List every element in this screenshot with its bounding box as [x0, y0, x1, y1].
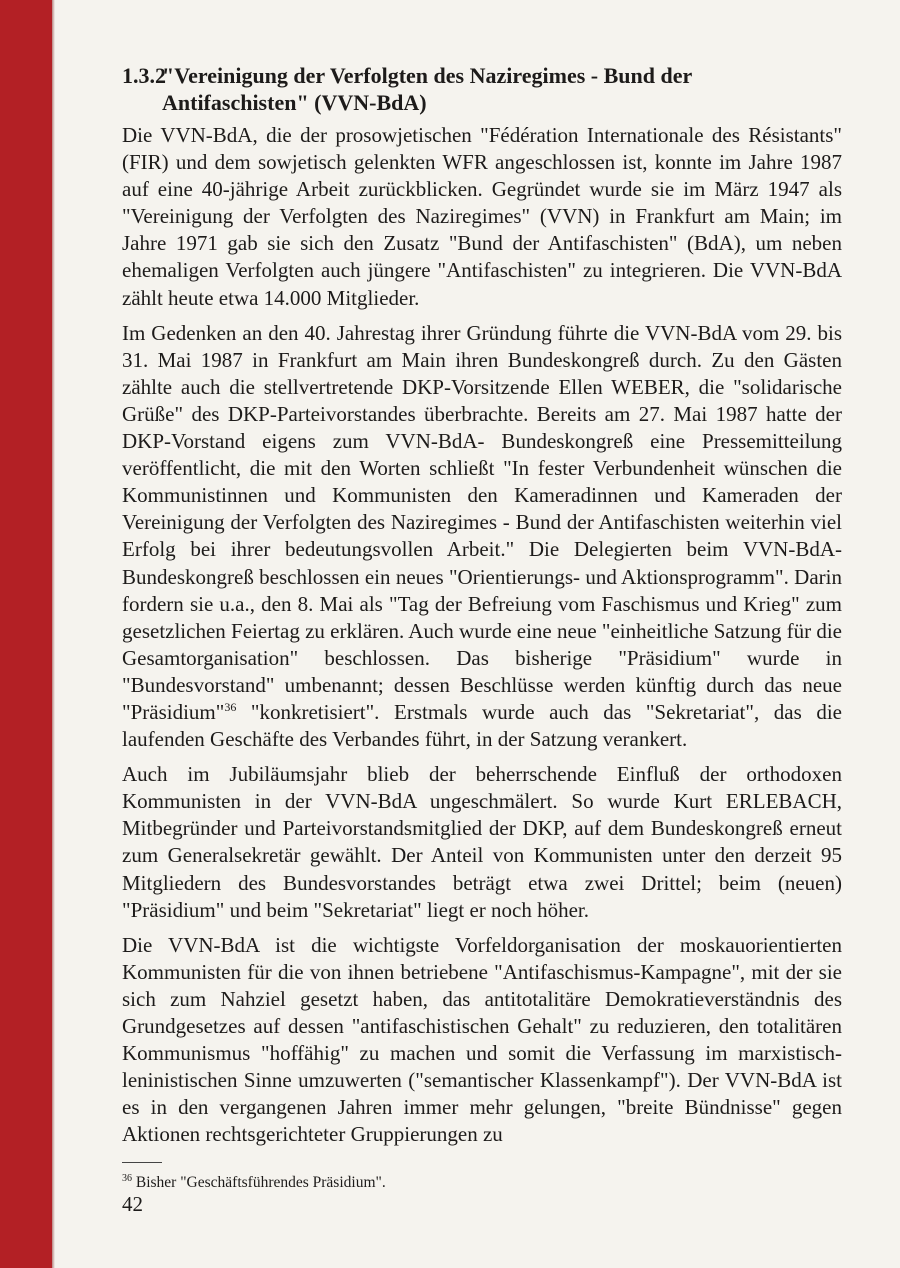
paragraph-2-tail: "konkretisiert". Erstmals wurde auch das "Sekretariat", das die laufenden Geschäfte des Verbandes führt, in der Satzung verankert.: [122, 699, 842, 752]
section-heading: [122, 62, 842, 116]
footnote-marker: 36: [122, 1173, 132, 1185]
paragraph-4: Die VVN-BdA ist die wichtigste Vorfeldorganisation der moskauorientierten Kommunisten für die von ihnen betriebene "Antifaschismus-Kampagne", mit der sie sich zum Nahziel gesetzt haben, das antitotalitäre Demokratieverständnis des Grundgesetzes auf dessen "antifaschistischen Gehalt" zu reduzieren, den totalitären Kommunismus "hoffähig" zu machen und somit die Verfassung im marxistisch-leninistischen Sinne umzuwerten ("semantischer Klassenkampf"). Der VVN-BdA ist es in den vergangenen Jahren immer mehr gelungen, "breite Bündnisse" gegen Aktionen rechtsgerichteter Gruppierungen zu: [122, 932, 842, 1147]
section-title: "Vereinigung der Verfolgten des Naziregimes - Bund der Antifaschisten" (VVN-BdA): [162, 63, 692, 115]
page-body: [122, 62, 842, 1193]
red-margin-strip: [0, 0, 52, 1268]
page-number: 42: [122, 1192, 143, 1216]
paragraph-2: [122, 320, 842, 754]
paragraph-1: Die VVN-BdA, die der prosowjetischen "Fédération Internationale des Résistants" (FIR) und dem sowjetisch gelenkten WFR angeschlossen ist, konnte im Jahre 1987 auf eine 40-jährige Arbeit zurückblicken. Gegründet wurde sie im März 1947 als "Vereinigung der Verfolgten des Naziregimes" (VVN) in Frankfurt am Main; im Jahre 1971 gab sie sich den Zusatz "Bund der Antifaschisten" (BdA), um neben ehemaligen Verfolgten auch jüngere "Antifaschisten" zu integrieren. Die VVN-BdA zählt heute etwa 14.000 Mitglieder.: [122, 123, 842, 310]
paragraph-2-main: Im Gedenken an den 40. Jahrestag ihrer Gründung führte die VVN-BdA vom 29. bis 31. Mai 1987 in Frankfurt am Main ihren Bundeskongreß durch. Zu den Gästen zählte auch die stellvertretende DKP-Vorsitzende Ellen WEBER, die "solidarische Grüße" des DKP-Parteivorstandes überbrachte. Bereits am 27. Mai 1987 hatte der DKP-Vorstand eigens zum VVN-BdA- Bundeskongreß eine Pressemitteilung veröffentlicht, die mit den Worten schließt "In fester Verbundenheit wünschen die Kommunistinnen und Kommunisten den Kameradinnen und Kameraden der Vereinigung der Verfolgten des Naziregimes - Bund der Antifaschisten weiterhin viel Erfolg bei ihrer bedeutungsvollen Arbeit." Die Delegierten beim VVN-BdA-Bundeskongreß beschlossen ein neues "Orientierungs- und Aktionsprogramm". Darin fordern sie u.a., den 8. Mai als "Tag der Befreiung vom Faschismus und Krieg" zum gesetzlichen Feiertag zu erklären. Auch wurde eine neue "einheitliche Satzung für die Gesamtorganisation" beschlossen. Das bisherige "Präsidium" wurde in "Bundesvorstand" umbenannt; dessen Beschlüsse werden künftig durch das neue "Präsidium": [122, 320, 842, 724]
footnote-divider: [122, 1162, 162, 1163]
footnote: [122, 1173, 842, 1193]
footnote-text: Bisher "Geschäftsführendes Präsidium".: [132, 1174, 386, 1192]
section-number: 1.3.2: [122, 63, 166, 88]
paragraph-3: Auch im Jubiläumsjahr blieb der beherrschende Einfluß der orthodoxen Kommunisten in der VVN-BdA ungeschmälert. So wurde Kurt ERLEBACH, Mitbegründer und Parteivorstandsmitglied der DKP, auf dem Bundeskongreß erneut zum Generalsekretär gewählt. Der Anteil von Kommunisten unter den derzeit 95 Mitgliedern des Bundesvorstandes beträgt etwa zwei Drittel; beim (neuen) "Präsidium" und beim "Sekretariat" liegt er noch höher.: [122, 762, 842, 922]
footnote-reference[interactable]: 36: [224, 699, 237, 714]
